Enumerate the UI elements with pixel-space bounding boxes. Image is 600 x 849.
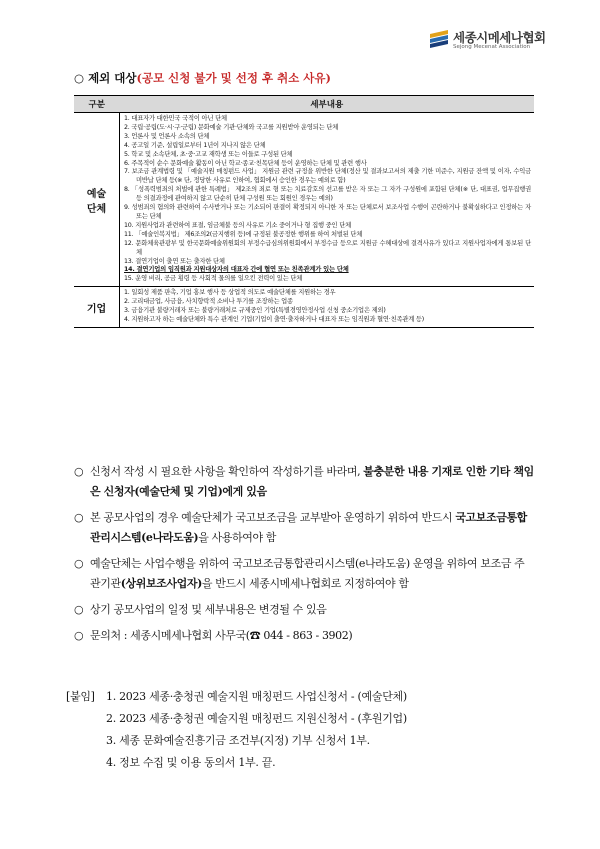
section-title-highlight: (공모 신청 불가 및 선정 후 취소 사유) <box>136 71 331 85</box>
circle-bullet-icon: ○ <box>74 629 84 642</box>
list-item: 2. 국립·공립(도·시·구·군립) 문화예술 기관·단체와 국고를 지원받아 운영되는 단체 <box>124 123 339 131</box>
attachment-item: 3. 세종 문화예술진흥기금 조건부(지정) 기부 신청서 1부. <box>106 734 370 747</box>
logo-mark-icon <box>428 28 450 50</box>
list-item: 2. 고리대금업, 사금융, 사치향락적 소비나 투기를 조장하는 업종 <box>124 298 293 306</box>
notice-item <box>74 508 534 548</box>
notice-item <box>74 626 534 646</box>
category-cell: 기업 <box>74 287 120 328</box>
circle-bullet-icon: ○ <box>74 465 84 478</box>
attachment-row <box>66 686 407 708</box>
attachment-item: 4. 정보 수집 및 이용 동의서 1부. 끝. <box>106 756 276 769</box>
notice-text-plain: 신청서 작성 시 필요한 사항을 확인하여 작성하기를 바라며, <box>90 465 364 478</box>
circle-bullet-icon: ○ <box>74 511 84 524</box>
table-row <box>74 113 534 287</box>
notice-text-bold: (상위보조사업자) <box>120 577 202 590</box>
list-item: 4. 지원하고자 하는 예술단체와 특수 관계인 기업(기업이 출연·출자하거나 대표자 또는 임직원과 혈연·친족관계 등) <box>124 315 425 323</box>
notice-bullets <box>74 462 534 652</box>
list-item: 3. 언론사 및 언론사 소속의 단체 <box>124 132 210 140</box>
list-item: 11. 「예술인복지법」 제6조의2(금지행위 등)에 규정된 불공정한 행위를 하여 처벌된 단체 <box>124 230 363 238</box>
circle-bullet-icon: ○ <box>74 603 84 616</box>
list-item: 5. 학교 및 소속단체, 초·중·고교 재학생 또는 이들로 구성된 단체 <box>124 150 293 158</box>
notice-text-plain: 문의처 : 세종시메세나협회 사무국(☎ 044 - 863 - 3902) <box>90 629 353 642</box>
notice-text-plain: 본 공모사업의 경우 예술단체가 국고보조금을 교부받아 운영하기 위하여 반드시 <box>90 511 456 524</box>
list-item: 8. 「성폭력범죄의 처벌에 관한 특례법」 제2조의 죄로 형 또는 치료감호의 선고를 받은 자 또는 그 자가 구성원에 포함된 단체(※ 단, 대표권, 업무집행권 등 의결과정에 관여하지 않고 단순히 단체 구성원 또는 회원인 경우는 예외) <box>124 186 531 203</box>
details-cell <box>120 287 535 328</box>
section-title: 제외 대상 <box>88 71 137 85</box>
circle-bullet-icon: ○ <box>74 557 84 570</box>
section-bullet: ○ <box>74 71 85 85</box>
list-item: 15. 운영 비리, 공금 횡령 등 사회적 물의를 일으킨 전력이 있는 단체 <box>124 275 303 283</box>
header-details: 세부내용 <box>120 96 535 113</box>
notice-text <box>90 554 534 594</box>
attachment-row <box>66 752 407 774</box>
notice-item <box>74 600 534 620</box>
notice-text <box>90 600 534 620</box>
notice-text-plain: 상기 공모사업의 일정 및 세부내용은 변경될 수 있음 <box>90 603 327 616</box>
notice-text-tail: 을 사용하여야 함 <box>198 531 277 544</box>
list-item: 6. 주목적이 순수 문화예술 활동이 아닌 학교·종교·친목단체 등이 운영하는 단체 및 관련 행사 <box>124 159 367 167</box>
attachment-item: 2. 2023 세종·충청권 예술지원 매칭펀드 지원신청서 - (후원기업) <box>106 712 407 725</box>
section-heading <box>74 70 331 86</box>
attachment-row <box>66 730 407 752</box>
header-category: 구분 <box>74 96 120 113</box>
details-cell <box>120 113 535 287</box>
notice-text-tail: 을 반드시 세종시메세나협회로 지정하여야 함 <box>201 577 409 590</box>
notice-text <box>90 626 534 646</box>
notice-text <box>90 508 534 548</box>
notice-text <box>90 462 534 502</box>
list-item: 7. 보조금 관계법령 및 「예술지원 매칭펀드 사업」 지원금 관련 규정을 위반한 단체(정산 및 결과보고서의 제출 기한 미준수, 지원금 잔액 및 이자, 수익금 미반납 단체 등(※ 단, 정당한 사유로 인하여, 협회에서 승인한 경우는 예외로 함) <box>124 168 531 185</box>
logo-name: 세종시메세나협회 <box>453 30 546 45</box>
logo-subtitle: Sejong Mecenat Association <box>453 44 531 50</box>
table-row <box>74 287 534 328</box>
notice-text-bold: 불충분한 내용 기재로 인한 기타 책임은 신청자(예술단체 및 기업)에게 있음 <box>90 465 534 498</box>
list-item: 14. 결연기업의 임직원과 지원대상자의 대표자 간에 혈연 또는 친족관계가 있는 단체 <box>124 266 349 274</box>
attachments <box>66 686 407 774</box>
list-item: 10. 지원사업과 관련하여 표절, 임금체불 등의 사유로 기소 중이거나 형 집행 중인 단체 <box>124 221 351 229</box>
notice-item <box>74 554 534 594</box>
list-item: 13. 결연기업이 출연 또는 출자한 단체 <box>124 257 225 265</box>
list-item: 9. 성범죄의 혐의와 관련하여 수사받거나 또는 기소되어 판결이 확정되지 아니한 자 또는 단체로서 보조사업 수행이 곤란하거나 불확실하다고 인정하는 자 또는 단체 <box>124 204 531 220</box>
attachment-item: 1. 2023 세종·충청권 예술지원 매칭펀드 사업신청서 - (예술단체) <box>106 690 407 703</box>
notice-text-bold: 국고보조금통합관리시스템(e나라도움) <box>90 511 527 544</box>
attachment-row <box>66 708 407 730</box>
list-item: 4. 공고일 기준, 설립일로부터 1년이 지나지 않은 단체 <box>124 141 266 149</box>
list-item: 1. 대표자가 대한민국 국적이 아닌 단체 <box>124 115 227 122</box>
attachments-label: [붙임] <box>66 690 95 703</box>
criteria-list <box>124 289 531 325</box>
list-item: 3. 금융기관 불량거래자 또는 불량거래처로 규제중인 기업(특별경영안정사업 신청 중소기업은 제외) <box>124 307 386 315</box>
notice-text-plain: 예술단체는 사업수행을 위하여 국고보조금통합관리시스템(e나라도움) 운영을 위하여 보조금 주관기관 <box>90 557 525 590</box>
criteria-list <box>124 115 531 284</box>
notice-item <box>74 462 534 502</box>
list-item: 1. 일회성 제품 판촉, 기업 홍보 행사 등 상업적 의도로 예술단체를 지원하는 경우 <box>124 289 336 297</box>
category-cell: 예술 단체 <box>74 113 120 287</box>
list-item: 12. 문화체육관광부 및 한국문화예술위원회의 부정수급심의위원회에서 부정수급 등으로 지원금 수혜대상에 결격사유가 있다고 지원사업자에게 통보된 단체 <box>124 239 531 256</box>
association-logo <box>428 26 578 56</box>
exclusion-table <box>74 95 534 328</box>
